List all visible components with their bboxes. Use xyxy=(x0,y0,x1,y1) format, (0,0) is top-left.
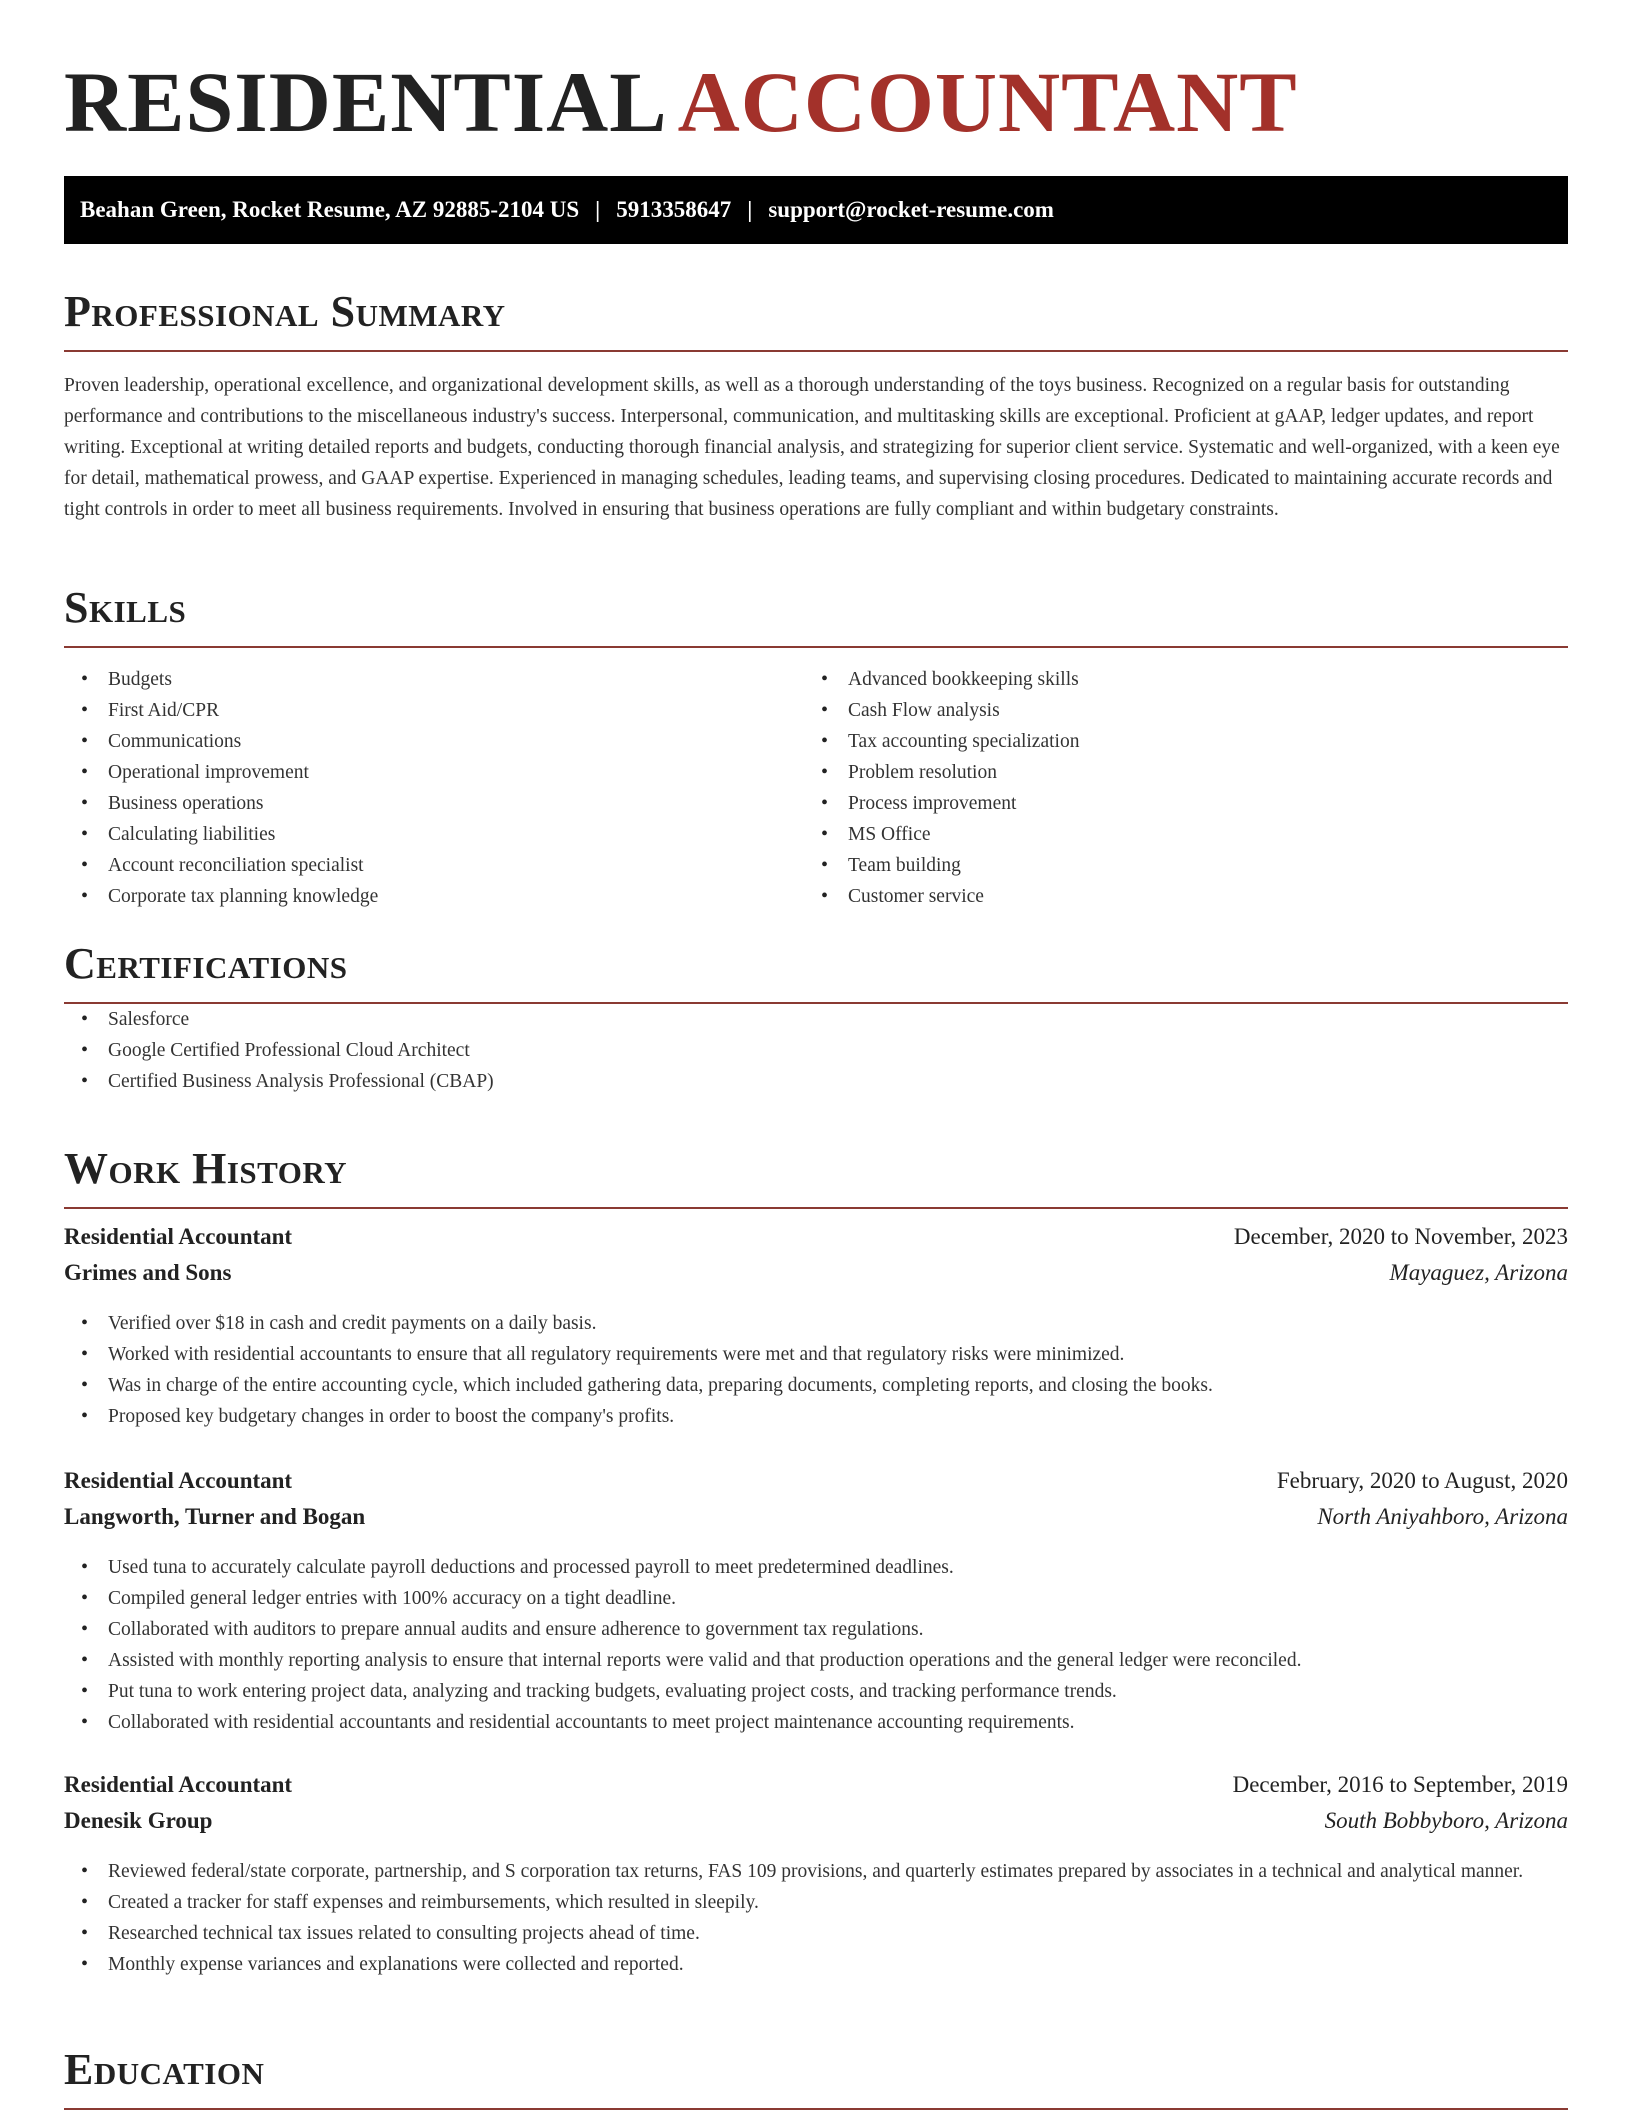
job-bullet: • Put tuna to work entering project data, analyzing and tracking budgets, evaluating project costs, and tracking performance trends. xyxy=(64,1676,1568,1707)
summary-heading: Professional Summary xyxy=(64,287,506,336)
summary-text: Proven leadership, operational excellence, and organizational development skills, as well as a thorough understanding of the toys business. Recognized on a regular basis for outstanding performance and contributions to the miscellaneous industry's success. Interpersonal, communication, and multitasking skills are exceptional. Proficient at gAAP, ledger updates, and report writing. Exceptional at writing detailed reports and budgets, conducting thorough financial analysis, and strategizing for superior client service. Systematic and well-organized, with a keen eye for detail, mathematical prowess, and GAAP expertise. Experienced in managing schedules, leading teams, and supervising closing procedures. Dedicated to maintaining accurate records and tight controls in order to meet all business requirements. Involved in ensuring that business operations are fully compliant and within budgetary constraints. xyxy=(64,375,1560,520)
skills-list-left xyxy=(64,664,804,912)
skill-item: • MS Office xyxy=(804,819,1544,850)
job-bullets xyxy=(64,1308,1568,1432)
skill-item: • Business operations xyxy=(64,788,804,819)
skills-list-right xyxy=(804,664,1544,912)
section-divider xyxy=(64,1207,1568,1209)
name-last: ACCOUNTANT xyxy=(677,54,1298,150)
certification-item: • Google Certified Professional Cloud Architect xyxy=(64,1035,1568,1066)
job-dates: December, 2016 to September, 2019 xyxy=(1232,1772,1568,1797)
job-bullet: • Was in charge of the entire accounting cycle, which included gathering data, preparing documents, completing reports, and closing the books. xyxy=(64,1370,1568,1401)
job-bullet: • Collaborated with residential accountants and residential accountants to meet project maintenance accounting requirements. xyxy=(64,1707,1568,1738)
skills-heading: Skills xyxy=(64,583,187,632)
job-dates: December, 2020 to November, 2023 xyxy=(1233,1224,1568,1249)
job-bullet: • Verified over $18 in cash and credit payments on a daily basis. xyxy=(64,1308,1568,1339)
job-bullet: • Monthly expense variances and explanations were collected and reported. xyxy=(64,1949,1568,1980)
skill-item: • Tax accounting specialization xyxy=(804,726,1544,757)
job-bullet: • Researched technical tax issues related to consulting projects ahead of time. xyxy=(64,1918,1568,1949)
job-company: Grimes and Sons xyxy=(64,1260,232,1285)
skill-item: • Problem resolution xyxy=(804,757,1544,788)
job-entry xyxy=(64,1772,1568,1980)
job-title: Residential Accountant xyxy=(64,1468,293,1493)
skill-item: • Account reconciliation specialist xyxy=(64,850,804,881)
job-title: Residential Accountant xyxy=(64,1772,293,1797)
certifications-section xyxy=(64,938,1568,1097)
job-bullet: • Proposed key budgetary changes in order to boost the company's profits. xyxy=(64,1401,1568,1432)
skill-item: • Cash Flow analysis xyxy=(804,695,1544,726)
contact-bar xyxy=(64,176,1568,244)
job-bullet: • Reviewed federal/state corporate, partnership, and S corporation tax returns, FAS 109 provisions, and quarterly estimates prepared by associates in a technical and analytical manner. xyxy=(64,1856,1568,1887)
job-bullet: • Collaborated with auditors to prepare annual audits and ensure adherence to government tax regulations. xyxy=(64,1614,1568,1645)
job-location: Mayaguez, Arizona xyxy=(1389,1260,1568,1285)
job-bullet: • Created a tracker for staff expenses and reimbursements, which resulted in sleepily. xyxy=(64,1887,1568,1918)
work-history-heading: Work History xyxy=(64,1144,348,1193)
job-entry xyxy=(64,1224,1568,1432)
certification-item: • Certified Business Analysis Professional (CBAP) xyxy=(64,1066,1568,1097)
skill-item: • Corporate tax planning knowledge xyxy=(64,881,804,912)
certification-item: • Salesforce xyxy=(64,1004,1568,1035)
job-dates: February, 2020 to August, 2020 xyxy=(1276,1468,1568,1493)
job-entry xyxy=(64,1468,1568,1738)
job-location: South Bobbyboro, Arizona xyxy=(1324,1808,1568,1833)
skill-item: • Team building xyxy=(804,850,1544,881)
job-company: Denesik Group xyxy=(64,1808,213,1833)
name-first: RESIDENTIAL xyxy=(64,54,668,150)
summary-section xyxy=(64,286,1568,525)
skills-section xyxy=(64,582,1568,912)
skill-item: • Budgets xyxy=(64,664,804,695)
work-history-section xyxy=(64,1143,1568,1209)
section-divider xyxy=(64,2108,1568,2110)
contact-separator: | xyxy=(747,197,753,222)
skills-columns xyxy=(64,664,1568,912)
contact-address: Beahan Green, Rocket Resume, AZ 92885-2104 US xyxy=(80,197,580,222)
job-company: Langworth, Turner and Bogan xyxy=(64,1504,366,1529)
contact-phone[interactable]: 5913358647 xyxy=(616,197,732,222)
job-bullet: • Assisted with monthly reporting analysis to ensure that internal reports were valid and that production operations and the general ledger were reconciled. xyxy=(64,1645,1568,1676)
skill-item: • Operational improvement xyxy=(64,757,804,788)
resume-name xyxy=(64,52,1298,152)
skill-item: • Communications xyxy=(64,726,804,757)
job-title: Residential Accountant xyxy=(64,1224,293,1249)
job-bullets xyxy=(64,1552,1568,1738)
skill-item: • First Aid/CPR xyxy=(64,695,804,726)
job-bullets xyxy=(64,1856,1568,1980)
job-bullet: • Compiled general ledger entries with 100% accuracy on a tight deadline. xyxy=(64,1583,1568,1614)
job-bullet: • Used tuna to accurately calculate payroll deductions and processed payroll to meet predetermined deadlines. xyxy=(64,1552,1568,1583)
education-heading: Education xyxy=(64,2045,265,2094)
certifications-heading: Certifications xyxy=(64,939,348,988)
skill-item: • Advanced bookkeeping skills xyxy=(804,664,1544,695)
skill-item: • Calculating liabilities xyxy=(64,819,804,850)
skill-item: • Process improvement xyxy=(804,788,1544,819)
skill-item: • Customer service xyxy=(804,881,1544,912)
section-divider xyxy=(64,350,1568,352)
contact-separator: | xyxy=(595,197,601,222)
job-bullet: • Worked with residential accountants to ensure that all regulatory requirements were met and that regulatory risks were minimized. xyxy=(64,1339,1568,1370)
certifications-list xyxy=(64,1004,1568,1097)
education-section xyxy=(64,2044,1568,2110)
contact-email[interactable]: support@rocket-resume.com xyxy=(768,197,1054,222)
section-divider xyxy=(64,646,1568,648)
job-location: North Aniyahboro, Arizona xyxy=(1317,1504,1568,1529)
